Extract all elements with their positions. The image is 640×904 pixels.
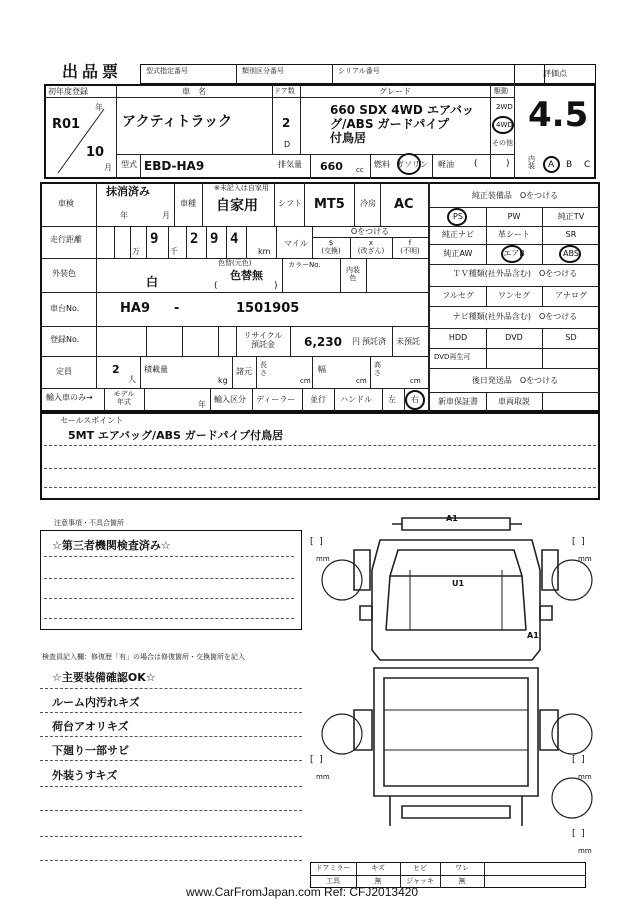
year-unit: 年 [198, 400, 206, 409]
model-label: 型式 [121, 160, 137, 169]
reg-era: R01 [52, 117, 81, 132]
dealer-label: ディーラー [256, 395, 296, 404]
equip-leather: 革シート [498, 230, 530, 239]
class-label: 類別区分番号 [242, 67, 284, 75]
dvd-playback: DVD再生可 [434, 353, 471, 361]
doors-label: ドア数 [274, 87, 295, 95]
mileage-digit-3: 9 [210, 231, 219, 247]
inspection-year: 年 [120, 211, 128, 220]
caution-label: 注意事項・不具合箇所 [54, 519, 124, 527]
ac-value: AC [394, 197, 414, 212]
mm-rl: mm [316, 773, 330, 781]
note-item-2: ルーム内汚れキズ [52, 696, 140, 709]
reg-month: 10 [86, 145, 105, 160]
mileage-label: 走行距離 [50, 235, 82, 244]
length-cm: cm [300, 377, 311, 385]
color-paren-close: ) [274, 281, 278, 291]
usage-note: ※未記入は自家用 [214, 184, 269, 192]
score-label: 評価点 [543, 69, 567, 78]
mileage-digit-4: 4 [230, 231, 239, 247]
handle-label: ハンドル [340, 395, 372, 404]
equip-aw: 純正AW [443, 249, 473, 258]
recycle-unpaid: 未預託 [396, 337, 420, 346]
damage-mark-front: A1 [446, 514, 458, 523]
equip-sr: SR [565, 230, 577, 239]
note-item-4: 下廻り一部サビ [52, 744, 129, 757]
inspection-value: 抹消済み [106, 185, 150, 198]
door-count: 2 [282, 116, 291, 130]
model-year-label: モデル 年式 [113, 390, 135, 406]
mile-opt-unknown: f (不明) [400, 239, 420, 256]
recycle-paid: 預託済 [362, 337, 386, 346]
damage-mark-roof: U1 [452, 579, 465, 588]
fuel-gasoline: ガソリン [396, 160, 428, 169]
vehicle-damage-diagram [310, 510, 610, 880]
legend-jack-value: 無 [458, 877, 466, 885]
equip-tv: 純正TV [557, 212, 585, 221]
legend-crack: ヒビ [413, 864, 427, 872]
car-name: アクティトラック [122, 114, 233, 130]
fuel-paren-close: ) [506, 159, 510, 169]
grade-line-3: 付鳥居 [330, 131, 367, 145]
mileage-digit-2: 2 [190, 231, 199, 247]
damage-mark-side: A1 [527, 631, 539, 640]
legend-tools: 工具 [326, 877, 340, 885]
interior-a: A [548, 160, 555, 170]
fuel-paren-open: ( [474, 159, 478, 169]
mile-opt-tamper: x (改ざん) [357, 239, 385, 256]
genuine-title: 純正装備品 Oをつける [471, 191, 559, 200]
drive-4wd: 4WD [496, 121, 513, 129]
chassis-label: 車台No. [50, 304, 80, 313]
mile-opt-exchange: $ (交換) [321, 239, 341, 256]
note-item-1: ☆主要装備確認OK☆ [52, 671, 156, 684]
legend-mirror: ドアミラー [315, 864, 351, 872]
displacement-label: 排気量 [278, 160, 302, 169]
fuel-diesel: 軽油 [438, 160, 454, 169]
unit-km: km [258, 247, 271, 256]
width-cm: cm [356, 377, 367, 385]
color-label: 外装色 [52, 269, 76, 278]
inspector-label: 検査員記入欄：修復歴「有」の場合は修復箇所・交換箇所を記入 [42, 653, 245, 661]
tv-analog: アナログ [555, 291, 587, 300]
door-suffix: D [284, 140, 291, 149]
drive-label: 駆動 [494, 87, 508, 95]
note-item-3: 荷台アオリキズ [52, 720, 129, 733]
legend-jack: ジャッキ [406, 877, 434, 885]
navi-hdd: HDD [448, 333, 468, 342]
sales-text: 5MT エアバッグ/ABS ガードパイプ付鳥居 [68, 429, 284, 442]
drive-4wd-circle [492, 116, 514, 134]
equip-abs-circle [559, 245, 581, 263]
shift-label: シフト [278, 199, 302, 208]
color-paren-open: ( [214, 281, 218, 291]
tv-one: ワンセグ [498, 291, 530, 300]
dims-label: 諸元 [236, 367, 252, 376]
equip-airbag: エアB [503, 249, 525, 258]
equip-ps: PS [453, 212, 463, 221]
equip-navi: 純正ナビ [442, 230, 474, 239]
month-suffix: 月 [104, 163, 112, 172]
mile-label: マイル [284, 239, 308, 248]
mm-fr: mm [578, 555, 592, 563]
import-label: 輸入車のみ→ [46, 393, 93, 402]
chassis-dash: - [174, 301, 180, 316]
right-handle-circle [405, 390, 425, 410]
first-reg-label: 初年度登録 [48, 87, 88, 96]
recycle-unit: 円 [352, 337, 360, 346]
mile-circle-label: Oをつける [350, 227, 390, 236]
score-value: 4.5 [528, 95, 589, 135]
model-code: EBD-HA9 [144, 159, 205, 173]
usage-value: 自家用 [216, 198, 258, 214]
equip-pw: PW [507, 212, 521, 221]
height-label: 高 さ [374, 361, 381, 377]
chassis-model: HA9 [120, 301, 150, 316]
unit-man: 万 [132, 247, 140, 256]
equip-airbag-circle [501, 245, 523, 263]
serial-label: シリアル番号 [338, 67, 380, 75]
capacity-value: 2 [112, 363, 120, 376]
note-item-5: 外装うすキズ [52, 769, 118, 782]
interior-a-circle [543, 156, 560, 173]
legend-break: ワレ [455, 864, 469, 872]
interior-label: 内装 [528, 155, 535, 170]
color-value: 白 [146, 275, 159, 289]
equip-ps-circle [447, 208, 467, 226]
color-change-value: 色替無 [230, 269, 263, 282]
inspection-label: 車検 [58, 199, 74, 208]
after-warranty: 新車保証書 [438, 397, 478, 406]
capacity-label: 定員 [56, 367, 72, 376]
load-unit: kg [218, 376, 228, 385]
after-title: 後日発送品 Oをつける [471, 376, 559, 385]
equip-abs: ABS [563, 249, 579, 258]
usage-label: 車種 [180, 199, 196, 208]
year-suffix: 年 [95, 103, 103, 112]
legend-scratch: キズ [371, 864, 385, 872]
page-title: 出品票 [62, 62, 123, 81]
interior-b: B [566, 160, 573, 170]
model-cert-label: 型式指定番号 [146, 67, 188, 75]
watermark-footer: www.CarFromJapan.com Ref: CFJ2013420 [186, 885, 419, 899]
height-cm: cm [410, 377, 421, 385]
mm-rr: mm [578, 773, 592, 781]
parallel-label: 並行 [310, 395, 326, 404]
after-manual: 車両取説 [498, 397, 530, 406]
grade-line-1: 660 SDX 4WD エアバッ [330, 103, 475, 117]
left-label: 左 [388, 395, 396, 404]
interior-c: C [584, 160, 591, 170]
recycle-label: リサイクル 預託金 [243, 331, 283, 349]
displacement-value: 660 [320, 160, 343, 173]
import-type-label: 輸入区分 [214, 395, 246, 404]
width-label: 幅 [318, 365, 326, 374]
tv-title: ＴＶ種類(社外品含む) Oをつける [452, 269, 578, 278]
caution-text: ☆第三者機関検査済み☆ [52, 539, 171, 552]
navi-sd: SD [565, 333, 577, 342]
ac-label: 冷房 [360, 199, 376, 208]
mileage-digit-1: 9 [150, 231, 159, 247]
reg-label: 登録No. [50, 335, 80, 344]
inspection-month: 月 [162, 211, 170, 220]
drive-2wd: 2WD [496, 103, 513, 111]
tv-full: フルセグ [442, 291, 474, 300]
color-no-label: カラーNo. [288, 261, 321, 269]
cc-unit: cc [356, 166, 364, 174]
interior-color-label: 内装 色 [346, 266, 360, 283]
recycle-value: 6,230 [304, 335, 342, 349]
mm-fl: mm [316, 555, 330, 563]
grade-label: グレード [379, 87, 411, 96]
car-name-label: 車 名 [182, 87, 206, 96]
shift-value: MT5 [314, 197, 345, 212]
legend-tools-value: 無 [374, 877, 382, 885]
navi-title: ナビ種類(社外品含む) Oをつける [452, 312, 578, 321]
unit-sen: 千 [170, 247, 178, 256]
load-label: 積載量 [144, 365, 168, 374]
fuel-gasoline-circle [397, 153, 421, 175]
drive-other: その他 [492, 139, 513, 147]
right-label: 右 [411, 395, 419, 404]
fuel-label: 燃料 [374, 160, 390, 169]
navi-dvd: DVD [505, 333, 523, 342]
sales-label: セールスポイント [60, 416, 124, 425]
color-change-label: 色替(元色) [218, 259, 252, 267]
length-label: 長 さ [260, 361, 267, 377]
chassis-number: 1501905 [236, 301, 300, 316]
capacity-unit: 人 [128, 375, 136, 384]
grade-line-2: グ/ABS ガードパイプ [330, 117, 450, 131]
mm-spare: mm [578, 847, 592, 855]
